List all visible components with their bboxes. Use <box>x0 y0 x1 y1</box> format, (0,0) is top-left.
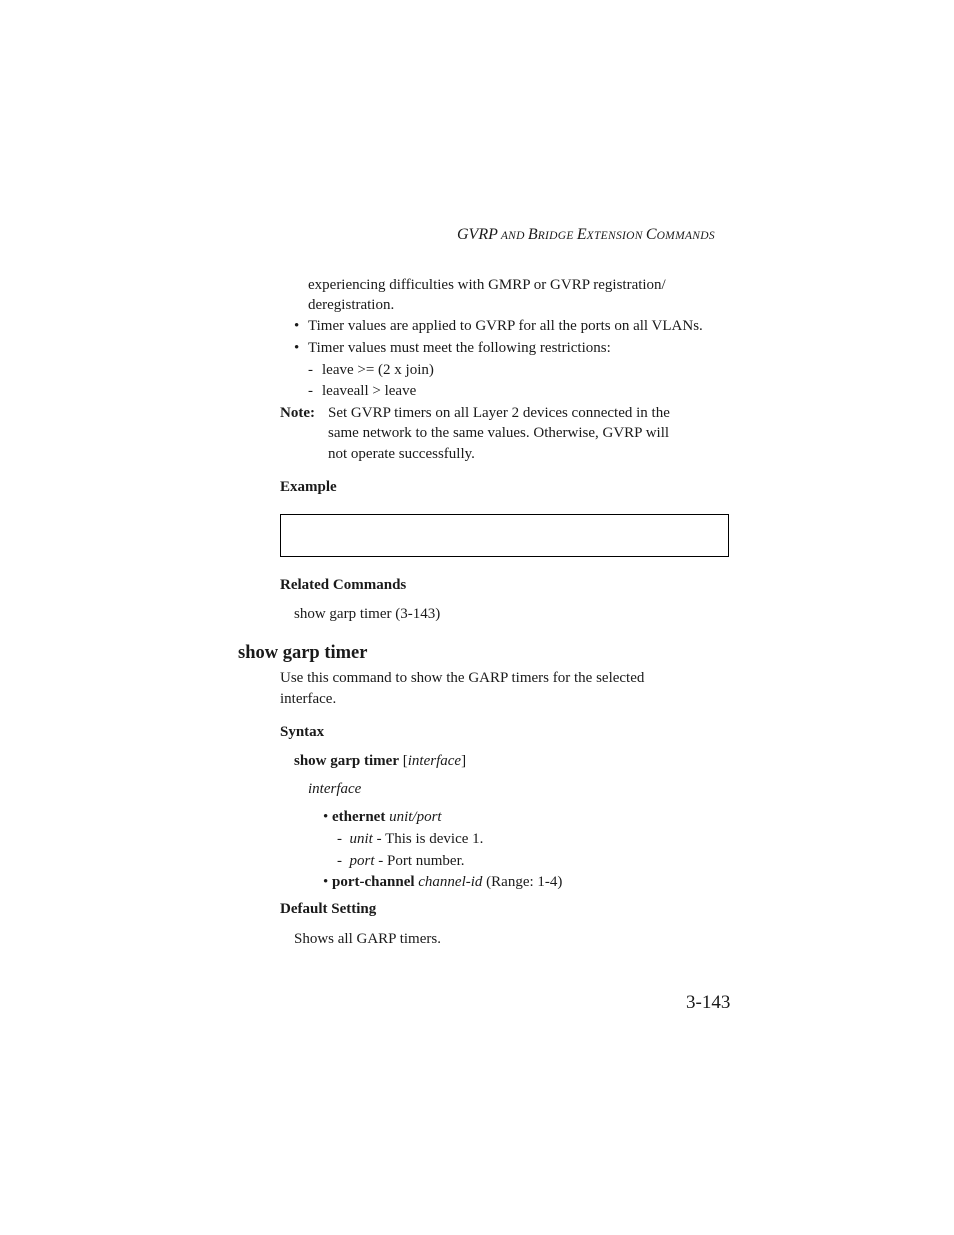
syntax-line <box>294 752 466 770</box>
header-part: RIDGE <box>537 230 577 242</box>
running-header <box>457 225 715 246</box>
bullet-marker: • <box>323 874 329 890</box>
header-part: E <box>576 226 587 243</box>
unit-desc: - This is device 1. <box>372 831 484 847</box>
example-heading: Example <box>280 479 337 495</box>
unit-name: unit <box>349 831 373 847</box>
port-channel-range: (Range: 1-4) <box>486 874 563 890</box>
unit-item <box>337 830 483 848</box>
note-line: Set GVRP timers on all Layer 2 devices connected in the <box>328 405 670 421</box>
restriction-item: leave >= (2 x join) <box>322 362 434 378</box>
restriction-item: leaveall > leave <box>322 383 417 399</box>
header-part: B <box>527 226 538 243</box>
header-part: XTENSION <box>586 230 646 242</box>
ethernet-option <box>323 808 442 826</box>
close-bracket: ] <box>461 753 467 769</box>
default-setting-text: Shows all GARP timers. <box>294 931 441 947</box>
related-command-link: show garp timer (3-143) <box>294 606 441 622</box>
dash-marker: - <box>337 831 342 847</box>
section-title: show garp timer <box>238 643 368 663</box>
open-bracket: [ <box>402 753 408 769</box>
header-part: GVRP <box>457 226 498 243</box>
note-label: Note: <box>280 405 315 421</box>
page-number: 3-143 <box>686 992 731 1013</box>
dash-marker: - <box>337 853 342 869</box>
default-setting-heading: Default Setting <box>280 901 377 917</box>
port-channel-option <box>323 873 562 891</box>
ethernet-keyword: ethernet <box>332 809 386 825</box>
description-line: Use this command to show the GARP timers for the selected <box>280 670 645 686</box>
syntax-heading: Syntax <box>280 724 325 740</box>
bullet-marker: • <box>323 809 329 825</box>
note-line: not operate successfully. <box>328 446 475 462</box>
syntax-command: show garp timer <box>294 753 399 769</box>
port-item <box>337 852 465 870</box>
dash-marker: - <box>308 383 313 399</box>
bullet-marker: • <box>294 340 300 356</box>
example-code-box <box>280 514 729 557</box>
port-channel-arg: channel-id <box>418 874 483 890</box>
bullet-item: Timer values are applied to GVRP for all the ports on all VLANs. <box>308 318 703 334</box>
dash-marker: - <box>308 362 313 378</box>
header-part: AND <box>497 230 528 242</box>
port-channel-keyword: port-channel <box>332 874 415 890</box>
param-label: interface <box>308 781 362 797</box>
continued-line: experiencing difficulties with GMRP or GVRP registration/ <box>308 277 666 293</box>
port-desc: - Port number. <box>374 853 465 869</box>
port-name: port <box>349 853 375 869</box>
description-line: interface. <box>280 691 337 707</box>
header-part: OMMANDS <box>656 230 715 242</box>
bullet-item: Timer values must meet the following restrictions: <box>308 340 611 356</box>
header-part: C <box>645 226 657 243</box>
bullet-marker: • <box>294 318 300 334</box>
ethernet-arg: unit/port <box>389 809 442 825</box>
related-commands-heading: Related Commands <box>280 577 407 593</box>
continued-line: deregistration. <box>308 297 395 313</box>
syntax-param: interface <box>407 753 462 769</box>
note-line: same network to the same values. Otherwise, GVRP will <box>328 425 670 441</box>
